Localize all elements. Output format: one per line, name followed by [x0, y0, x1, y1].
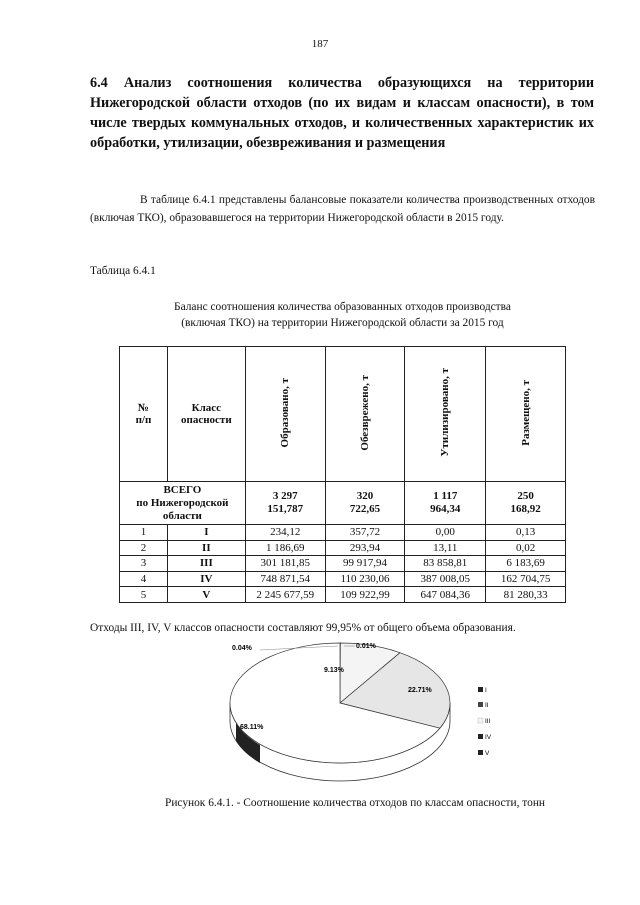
header-generated-label: Образовано, т	[279, 377, 292, 448]
intro-paragraph: В таблице 6.4.1 представлены балансовые показатели количества производственных отходов (включая ТКО), образовавшегося на территории Нижегородской области в 2015 году.	[90, 194, 595, 224]
legend-label-IV: IV	[485, 734, 492, 741]
data-label-class-II: 0.04%	[232, 645, 252, 652]
table-label: Таблица 6.4.1	[90, 265, 156, 277]
header-neutralized	[325, 347, 405, 482]
row-generated: 748 871,54	[245, 571, 325, 587]
row-class: IV	[167, 571, 245, 587]
total-generated-line: 151,787	[267, 503, 304, 515]
row-generated: 301 181,85	[245, 556, 325, 572]
total-placed-line: 250	[517, 490, 534, 502]
total-label	[120, 482, 246, 525]
header-placed	[486, 347, 566, 482]
pie-slices	[230, 643, 450, 763]
pie-chart	[180, 637, 520, 792]
row-neutralized: 109 922,99	[325, 587, 405, 603]
row-placed: 6 183,69	[486, 556, 566, 572]
table-caption-line: (включая ТКО) на территории Нижегородской области за 2015 год	[181, 317, 504, 329]
row-utilized: 387 008,05	[405, 571, 486, 587]
total-utilized-line: 1 117	[433, 490, 458, 502]
header-class-line: Класс	[191, 402, 222, 414]
row-neutralized: 357,72	[325, 525, 405, 541]
legend-swatch-V	[478, 750, 483, 755]
table-total-row	[120, 482, 566, 525]
total-neutralized	[325, 482, 405, 525]
table-header-row	[120, 347, 566, 482]
header-generated	[245, 347, 325, 482]
row-neutralized: 99 917,94	[325, 556, 405, 572]
total-utilized	[405, 482, 486, 525]
data-label-class-V: 68.11%	[240, 724, 264, 731]
table-row	[120, 556, 566, 572]
total-label-line: области	[162, 509, 202, 522]
row-class: III	[167, 556, 245, 572]
row-generated: 234,12	[245, 525, 325, 541]
header-num	[120, 347, 168, 482]
chart-legend	[478, 687, 492, 757]
row-num: 3	[120, 556, 168, 572]
row-num: 5	[120, 587, 168, 603]
total-label-line: ВСЕГО	[163, 483, 202, 496]
page-number: 187	[311, 38, 329, 50]
legend-label-V: V	[485, 750, 490, 757]
summary-text: Отходы III, IV, V классов опасности составляют 99,95% от общего объема образования.	[90, 622, 516, 634]
row-placed: 0,02	[486, 540, 566, 556]
row-neutralized: 110 230,06	[325, 571, 405, 587]
total-label-line: по Нижегородской	[136, 496, 229, 509]
row-neutralized: 293,94	[325, 540, 405, 556]
data-label-class-I: 0.01%	[356, 643, 376, 650]
row-generated: 1 186,69	[245, 540, 325, 556]
row-placed: 81 280,33	[486, 587, 566, 603]
row-generated: 2 245 677,59	[245, 587, 325, 603]
section-heading: 6.4 Анализ соотношения количества образующихся на территории Нижегородской области отходов (по их видам и классам опасности), в том числе твердых коммунальных отходов, и количественных характеристик их обработки, утилизации, обезвреживания и размещения	[90, 75, 594, 151]
table-caption	[90, 299, 595, 331]
total-utilized-line: 964,34	[430, 503, 461, 515]
total-generated-line: 3 297	[272, 490, 298, 502]
row-num: 4	[120, 571, 168, 587]
table-caption-line: Баланс соотношения количества образованных отходов производства	[174, 301, 511, 313]
row-class: V	[167, 587, 245, 603]
header-utilized-label: Утилизировано, т	[439, 368, 452, 457]
row-class: II	[167, 540, 245, 556]
header-utilized	[405, 347, 486, 482]
row-num: 2	[120, 540, 168, 556]
row-utilized: 13,11	[405, 540, 486, 556]
data-label-class-IV: 22.71%	[408, 687, 432, 694]
table-row	[120, 525, 566, 541]
header-class	[167, 347, 245, 482]
row-utilized: 83 858,81	[405, 556, 486, 572]
legend-label-III: III	[485, 718, 491, 725]
figure-caption: Рисунок 6.4.1. - Соотношение количества отходов по классам опасности, тонн	[164, 797, 546, 809]
waste-balance-table	[119, 346, 566, 603]
table-row	[120, 540, 566, 556]
legend-swatch-II	[478, 702, 483, 707]
total-neutralized-line: 320	[356, 490, 374, 502]
row-num: 1	[120, 525, 168, 541]
table-row	[120, 571, 566, 587]
header-num-line: №	[137, 402, 149, 414]
row-placed: 162 704,75	[486, 571, 566, 587]
legend-swatch-III	[478, 718, 483, 723]
table-row	[120, 587, 566, 603]
legend-label-II: II	[485, 702, 489, 709]
legend-swatch-I	[478, 687, 483, 692]
row-utilized: 0,00	[405, 525, 486, 541]
legend-swatch-IV	[478, 734, 483, 739]
header-neutralized-label: Обезврежено, т	[358, 374, 371, 451]
row-utilized: 647 084,36	[405, 587, 486, 603]
data-label-class-III: 9.13%	[324, 667, 344, 674]
header-num-line: п/п	[135, 414, 152, 426]
row-placed: 0,13	[486, 525, 566, 541]
header-placed-label: Размещено, т	[519, 379, 532, 446]
total-placed	[486, 482, 566, 525]
total-neutralized-line: 722,65	[349, 503, 381, 515]
legend-label-I: I	[485, 687, 487, 694]
total-generated	[245, 482, 325, 525]
total-placed-line: 168,92	[510, 503, 541, 515]
header-class-line: опасности	[180, 414, 232, 426]
row-class: I	[167, 525, 245, 541]
